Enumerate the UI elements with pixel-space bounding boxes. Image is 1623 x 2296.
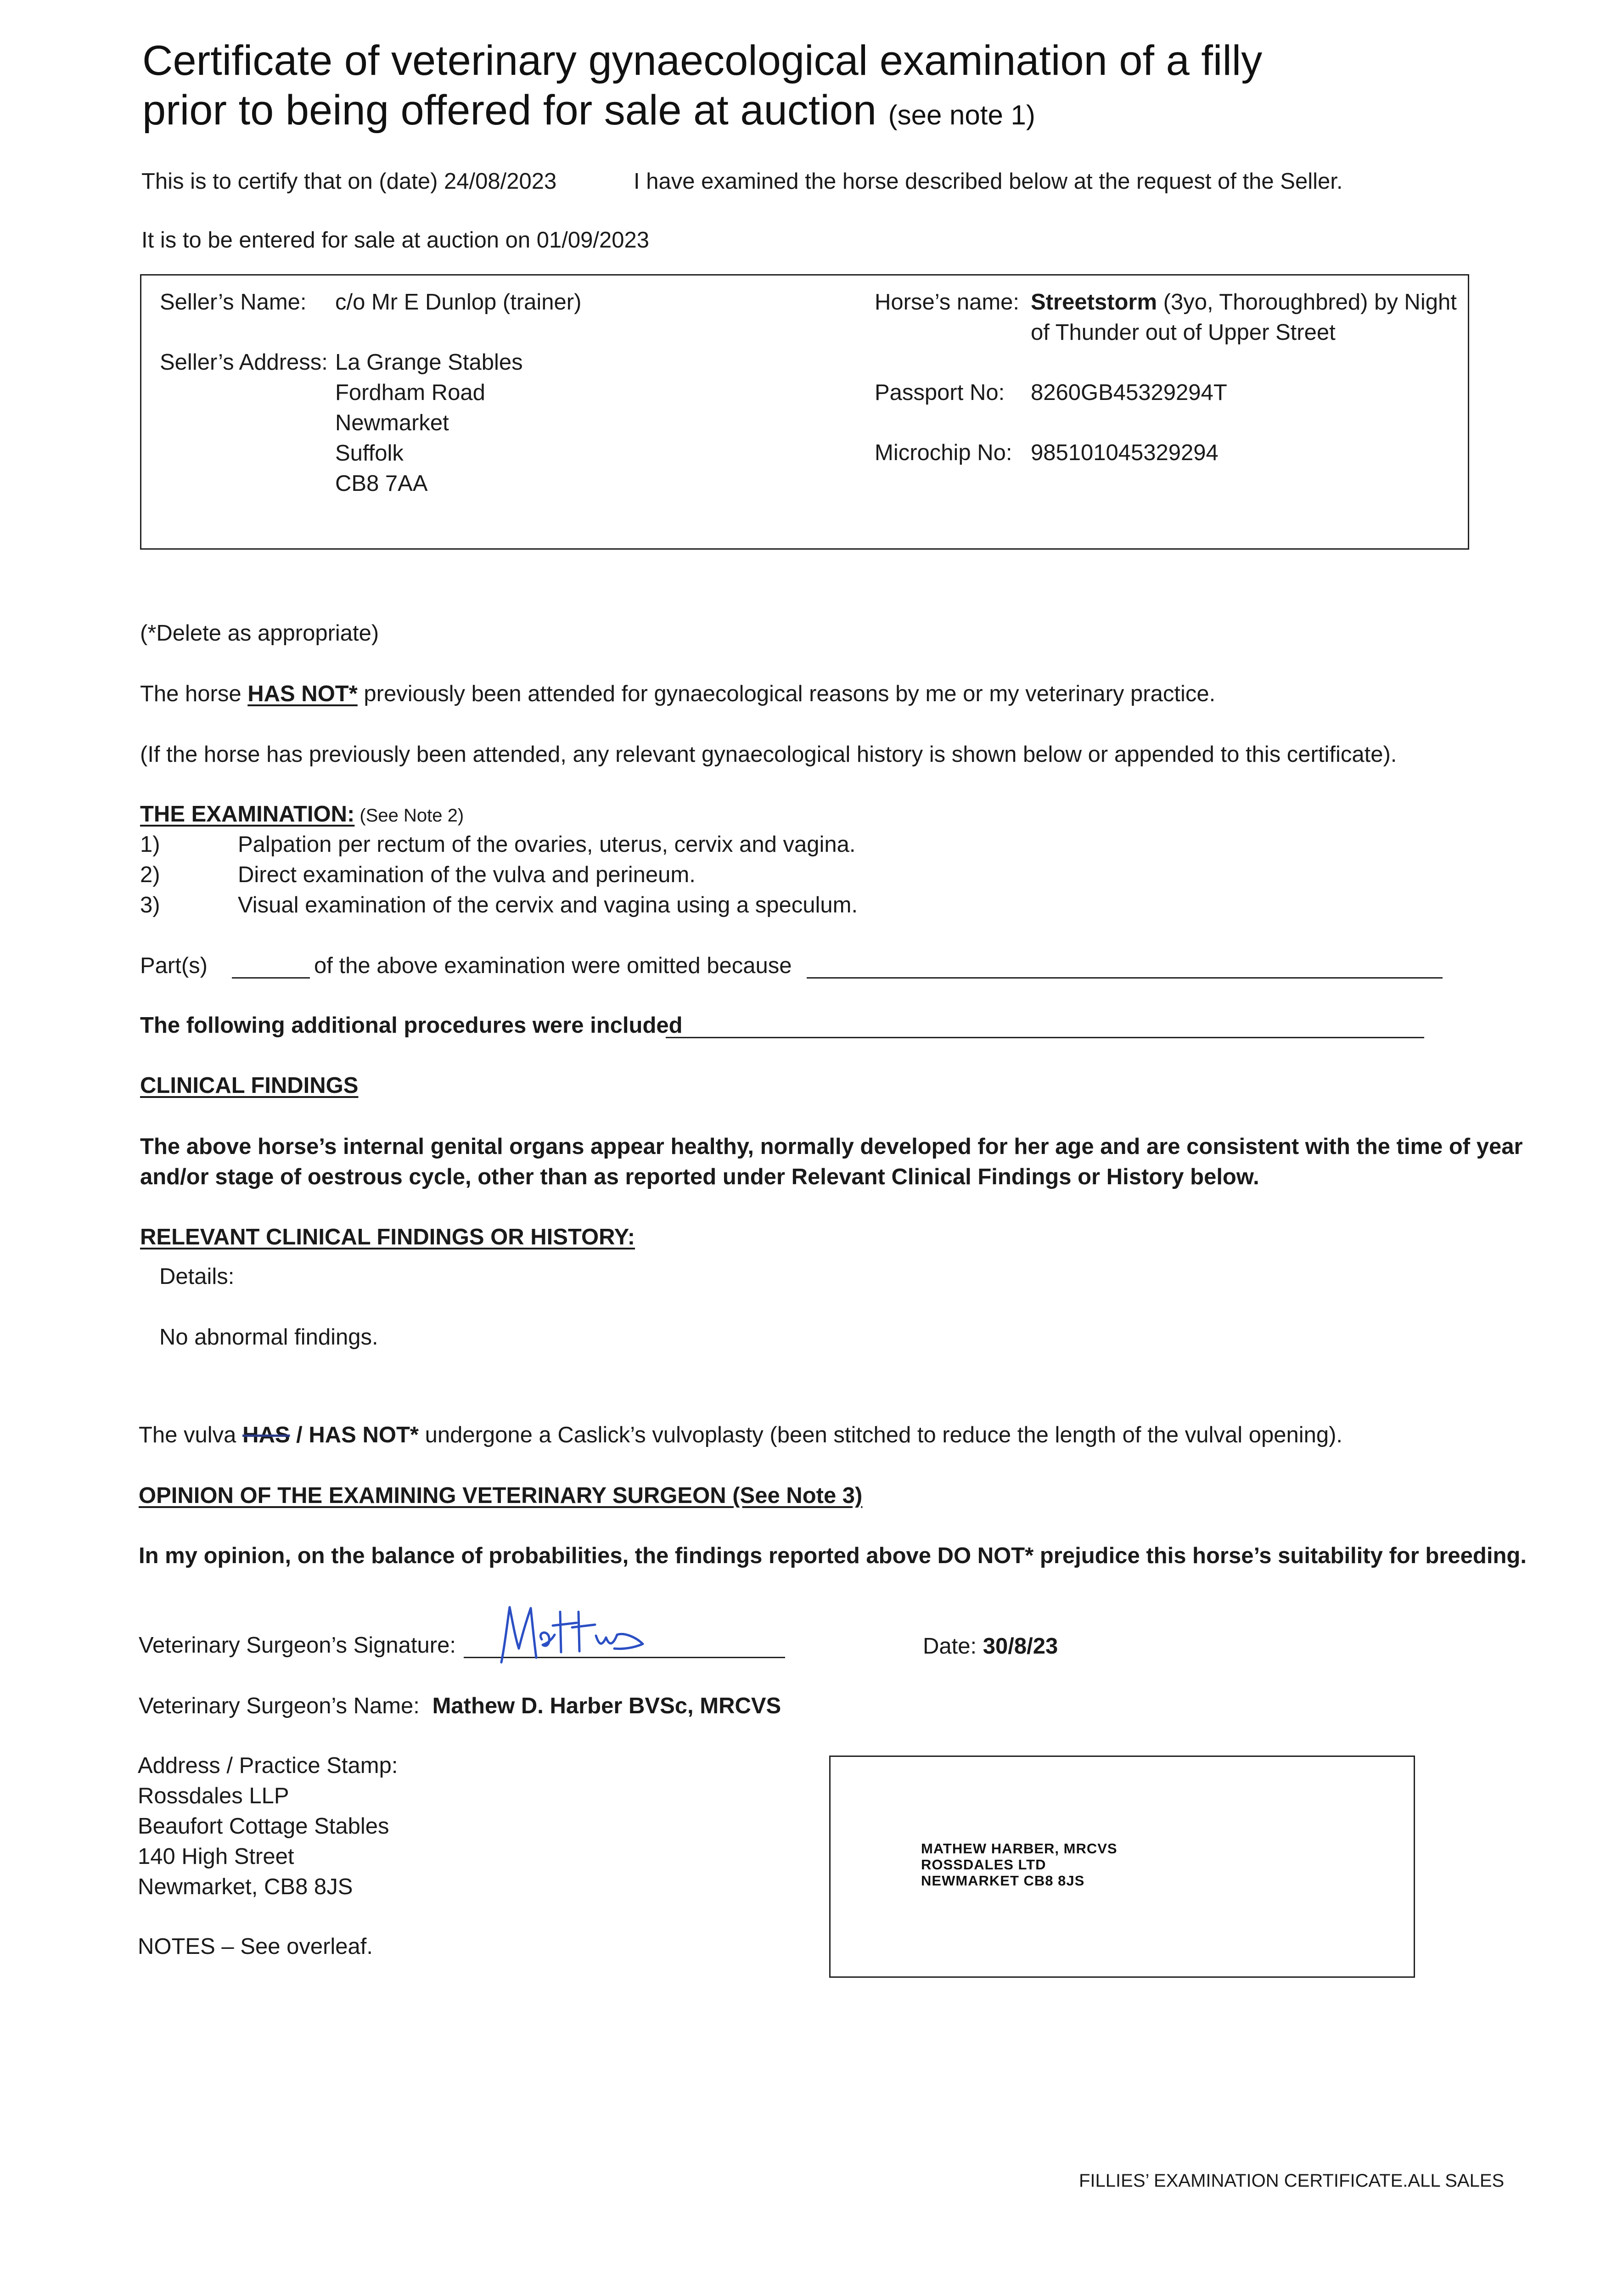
attended-prefix: The horse xyxy=(140,681,248,706)
title-text: prior to being offered for sale at auction xyxy=(142,87,877,134)
seller-address-line: Suffolk xyxy=(335,441,404,466)
horse-name: Streetstorm xyxy=(1031,290,1157,315)
notes-text: NOTES – See overleaf. xyxy=(138,1934,373,1959)
details-label: Details: xyxy=(159,1264,235,1289)
attended-statement xyxy=(140,679,1215,709)
attended-suffix: previously been attended for gynaecological reasons by me or my veterinary practice. xyxy=(357,681,1216,706)
practice-address-label: Address / Practice Stamp: xyxy=(138,1753,398,1778)
microchip-number: 985101045329294 xyxy=(1031,440,1219,465)
signature-date xyxy=(923,1631,1058,1661)
clinical-findings-text: and/or stage of oestrous cycle, other than as reported under Relevant Clinical Findings or History below. xyxy=(140,1165,1259,1189)
seller-address-line: Fordham Road xyxy=(335,380,485,405)
examination-title: THE EXAMINATION: xyxy=(140,802,355,827)
vulva-suffix: undergone a Caslick’s vulvoplasty (been stitched to reduce the length of the vulval opening). xyxy=(418,1423,1343,1447)
practice-address-line: Newmarket, CB8 8JS xyxy=(138,1874,353,1899)
attended-note: (If the horse has previously been attended, any relevant gynaecological history is shown below or appended to this certificate). xyxy=(140,742,1397,767)
horse-details: (3yo, Thoroughbred) by Night xyxy=(1157,290,1457,315)
horse-name-label: Horse’s name: xyxy=(875,290,1020,315)
surgeon-name-line xyxy=(139,1691,781,1721)
seller-address-line: CB8 7AA xyxy=(335,471,428,496)
signature-label: Veterinary Surgeon’s Signature: xyxy=(139,1633,456,1658)
examination-heading xyxy=(140,799,464,831)
omitted-part-blank[interactable] xyxy=(232,977,310,979)
date-value: 30/8/23 xyxy=(983,1634,1058,1659)
certificate-title-line1: Certificate of veterinary gynaecological examination of a filly xyxy=(142,37,1263,84)
stamp-line: ROSSDALES LTD xyxy=(921,1857,1046,1873)
date-label: Date: xyxy=(923,1634,983,1659)
exam-item-num: 3) xyxy=(140,893,160,917)
exam-item-num: 2) xyxy=(140,862,160,887)
additional-procedures-label: The following additional procedures were included xyxy=(140,1013,683,1038)
opinion-heading: OPINION OF THE EXAMINING VETERINARY SURGEON (See Note 3) xyxy=(139,1483,863,1508)
practice-stamp-box xyxy=(829,1756,1415,1978)
omitted-reason-label: of the above examination were omitted because xyxy=(314,953,792,978)
seller-name: c/o Mr E Dunlop (trainer) xyxy=(335,290,582,315)
vulva-status: / HAS NOT* xyxy=(290,1423,419,1447)
details-text: No abnormal findings. xyxy=(159,1325,378,1350)
auction-date-text: It is to be entered for sale at auction on 01/09/2023 xyxy=(141,228,649,253)
vulva-statement xyxy=(139,1420,1342,1450)
seller-name-label: Seller’s Name: xyxy=(160,290,307,315)
exam-item-text: Palpation per rectum of the ovaries, uterus, cervix and vagina. xyxy=(238,832,856,857)
additional-procedures-blank[interactable] xyxy=(666,1037,1424,1038)
exam-item-text: Direct examination of the vulva and perineum. xyxy=(238,862,696,887)
microchip-label: Microchip No: xyxy=(875,440,1012,465)
opinion-text: In my opinion, on the balance of probabilities, the findings reported above DO NOT* prejudice this horse’s suitability for breeding. xyxy=(139,1543,1527,1568)
exam-item-text: Visual examination of the cervix and vagina using a speculum. xyxy=(238,893,858,917)
certify-date-text: This is to certify that on (date) 24/08/2023 xyxy=(141,169,557,194)
surgeon-name: Mathew D. Harber BVSc, MRCVS xyxy=(432,1694,781,1718)
surgeon-name-label: Veterinary Surgeon’s Name: xyxy=(139,1694,420,1718)
seller-address-label: Seller’s Address: xyxy=(160,350,328,375)
stamp-line: NEWMARKET CB8 8JS xyxy=(921,1873,1085,1889)
clinical-findings-text: The above horse’s internal genital organs appear healthy, normally developed for her age and are consistent with the time of year xyxy=(140,1134,1523,1159)
clinical-findings-heading: CLINICAL FINDINGS xyxy=(140,1073,359,1098)
examination-note: (See Note 2) xyxy=(354,805,464,826)
stamp-line: MATHEW HARBER, MRCVS xyxy=(921,1840,1118,1857)
omitted-reason-blank[interactable] xyxy=(807,977,1443,979)
attended-status: HAS NOT* xyxy=(247,681,358,706)
passport-number: 8260GB45329294T xyxy=(1031,380,1227,405)
title-note: (see note 1) xyxy=(888,100,1035,130)
seller-address-line: Newmarket xyxy=(335,411,449,435)
certificate-title-line2 xyxy=(142,86,1035,135)
practice-address-line: Rossdales LLP xyxy=(138,1784,289,1808)
seller-address-line: La Grange Stables xyxy=(335,350,523,375)
exam-item-num: 1) xyxy=(140,832,160,857)
seller-address xyxy=(335,347,523,499)
footer-text: FILLIES’ EXAMINATION CERTIFICATE.ALL SALES xyxy=(1079,2171,1505,2191)
practice-stamp xyxy=(921,1840,1118,1889)
practice-address-line: Beaufort Cottage Stables xyxy=(138,1814,389,1839)
practice-address xyxy=(138,1750,398,1902)
omitted-part-label: Part(s) xyxy=(140,953,208,978)
passport-label: Passport No: xyxy=(875,380,1005,405)
horse-details-line2: of Thunder out of Upper Street xyxy=(1031,320,1336,345)
practice-address-line: 140 High Street xyxy=(138,1844,294,1869)
horse-name-block xyxy=(1031,287,1457,317)
delete-note: (*Delete as appropriate) xyxy=(140,621,379,646)
vulva-struck-option: HAS xyxy=(242,1423,290,1447)
signature-ink xyxy=(491,1593,657,1671)
vulva-prefix: The vulva xyxy=(139,1423,243,1447)
relevant-findings-heading: RELEVANT CLINICAL FINDINGS OR HISTORY: xyxy=(140,1225,635,1249)
certify-request-text: I have examined the horse described below at the request of the Seller. xyxy=(634,169,1343,194)
